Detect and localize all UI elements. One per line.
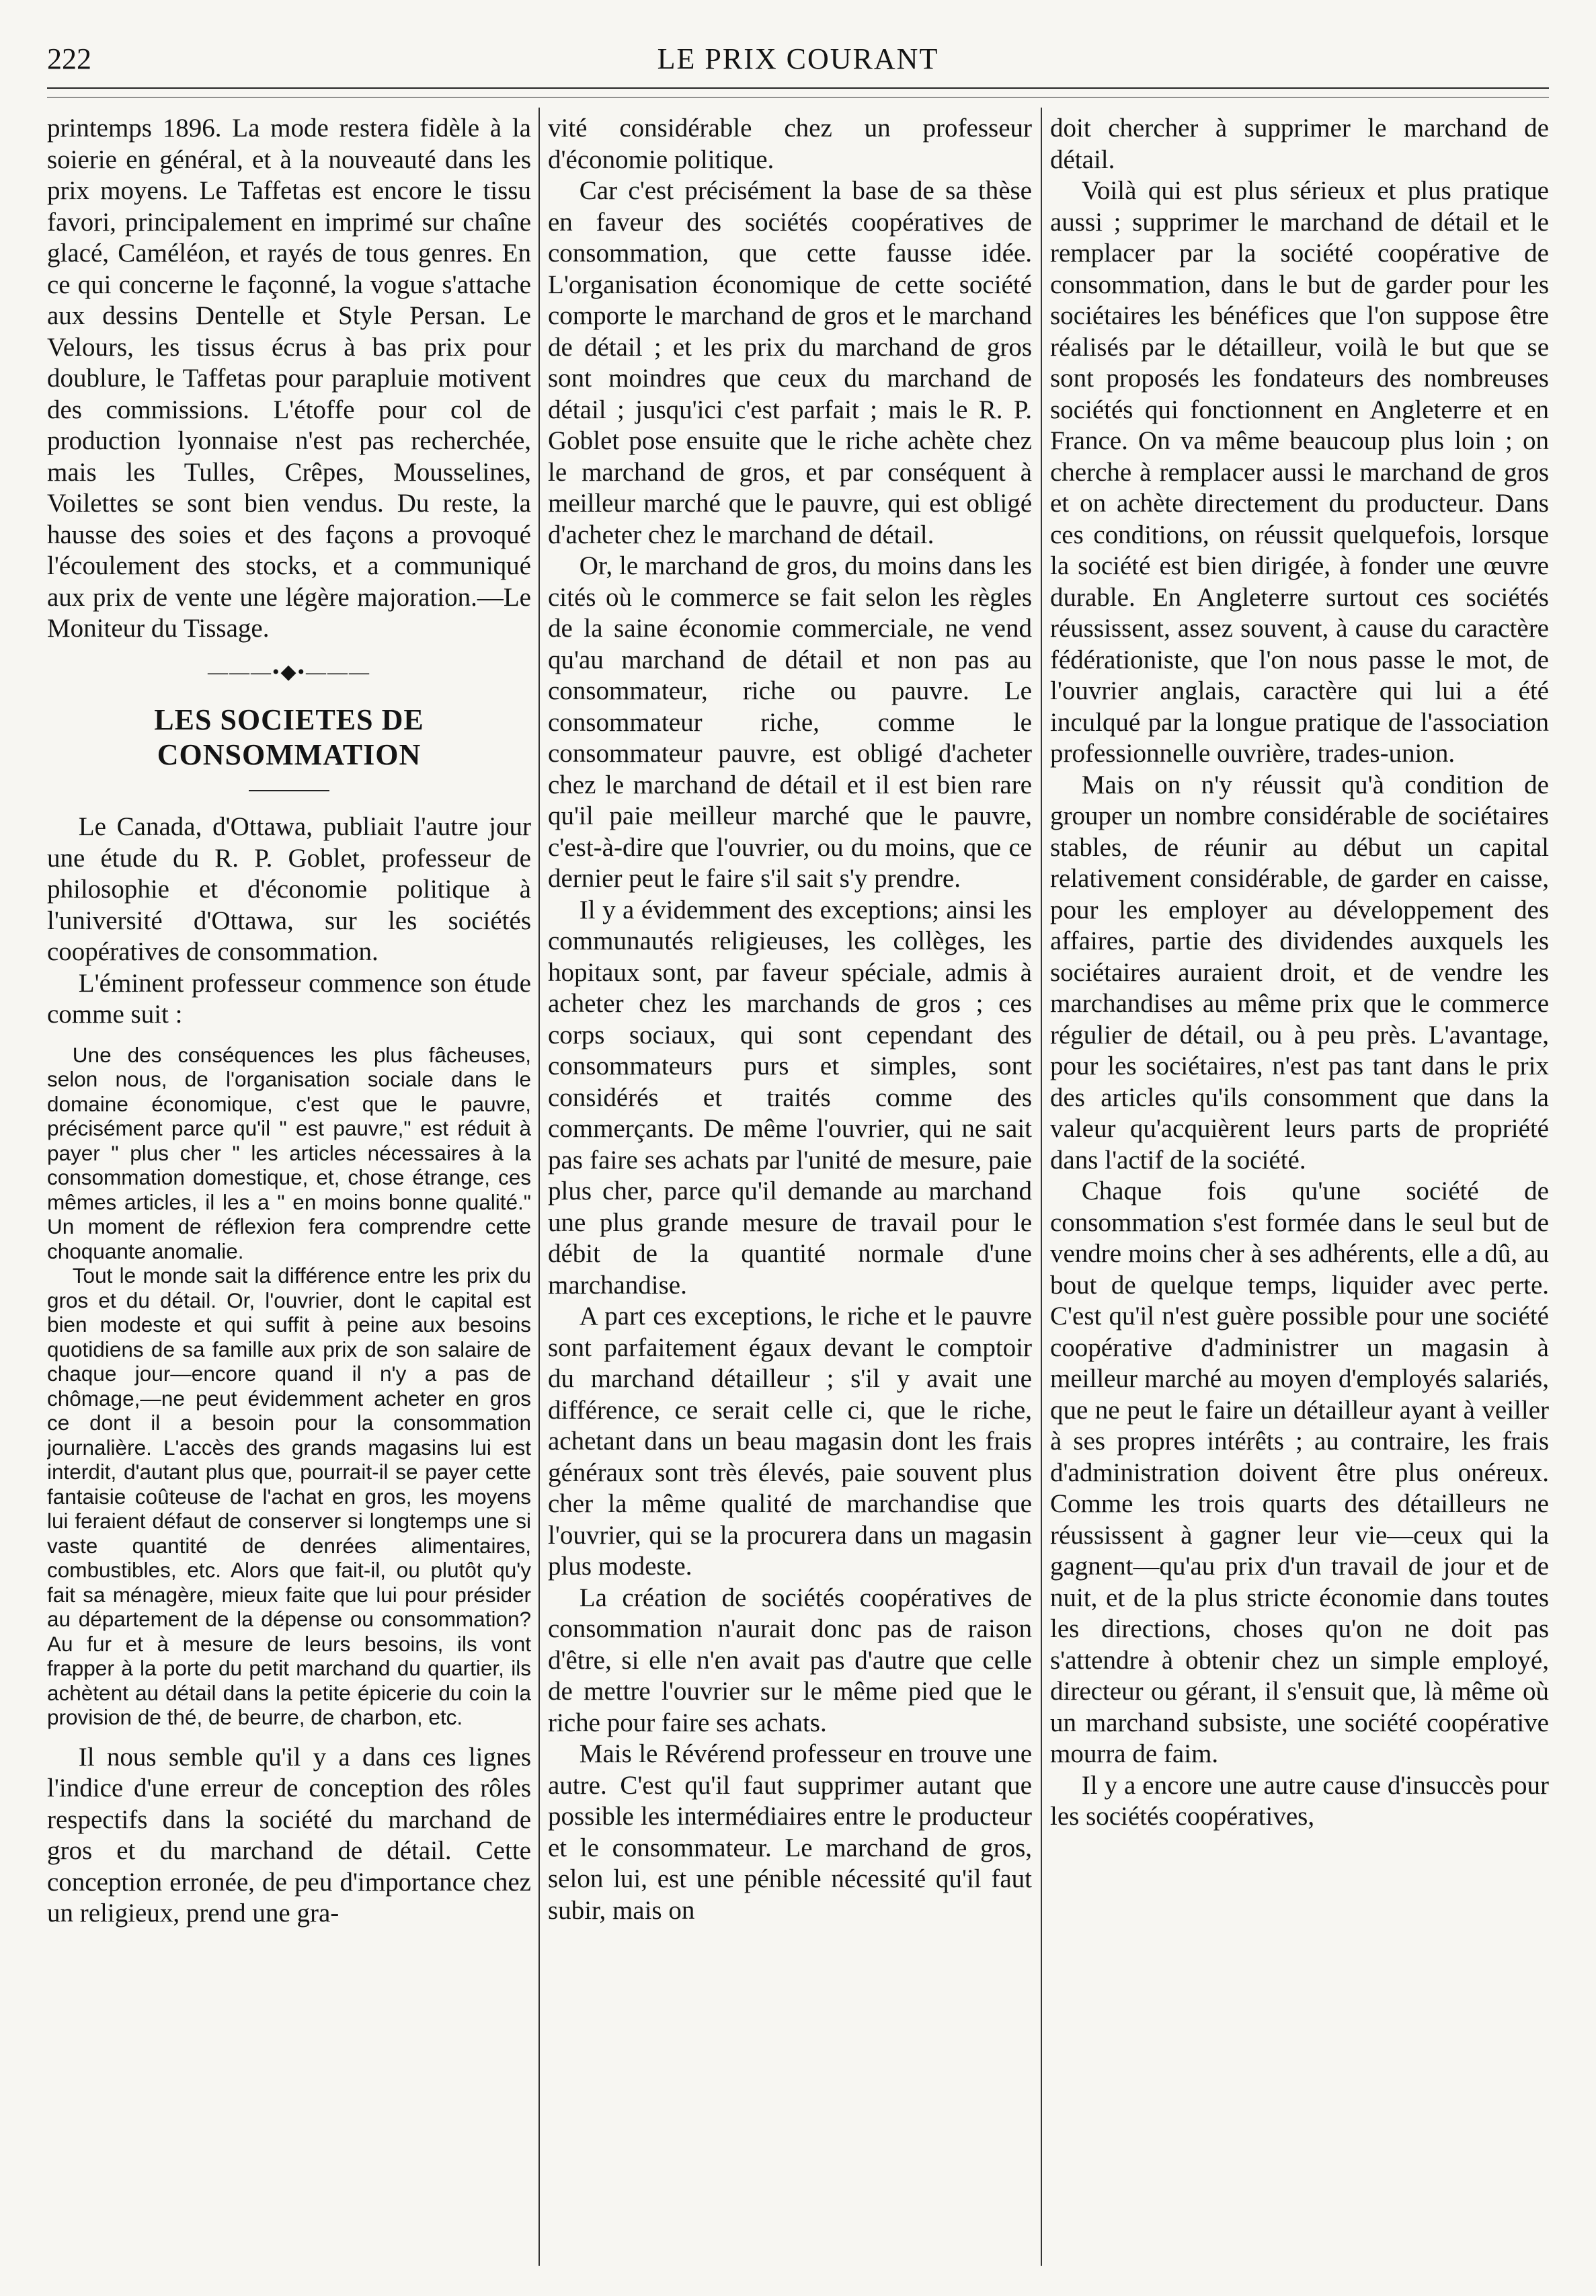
paragraph: L'éminent professeur commence son étude comme suit : bbox=[47, 968, 531, 1029]
block-quote bbox=[47, 1043, 531, 1730]
paragraph: La création de sociétés coopératives de consommation n'aurait donc pas de raison d'être, si elle n'en avait pas d'autre que celle de mettre l'ouvrier sur le même pied que le riche pour faire ses achats. bbox=[548, 1583, 1032, 1737]
paragraph: Mais le Révérend professeur en trouve une autre. C'est qu'il faut supprimer autant que possible les intermédiaires entre le producteur et le consommateur. Le marchand de gros, selon lui, est une pénible nécessité qu'il faut subir, mais on bbox=[548, 1739, 1032, 1925]
paragraph: vité considérable chez un professeur d'économie politique. bbox=[548, 114, 1032, 174]
paragraph: doit chercher à supprimer le marchand de détail. bbox=[1050, 114, 1549, 174]
paragraph: Mais on n'y réussit qu'à condition de grouper un nombre considérable de sociétaires stables, de réunir au début un capital relativement considérable, de garder en caisse, pour les employer au développement des affaires, partie des dividendes auxquels les sociétaires auraient droit, et de vendre les marchandises au même prix que le commerce régulier de détail, ou à peu près. L'avantage, pour les sociétaires, n'est pas tant dans le prix des articles qu'ils consomment que dans la valeur qu'acquièrent leurs parts de propriété dans l'actif de la société. bbox=[1050, 770, 1549, 1175]
paragraph: printemps 1896. La mode restera fidèle à la soierie en général, et à la nouveauté dans les prix moyens. Le Taffetas est encore le tissu favori, principalement en imprimé sur chaîne glacé, Caméléon, et rayés de tous genres. En ce qui concerne le façonné, la vogue s'attache aux dessins Dentelle et Style Persan. Le Velours, les tissus écrus à bas prix pour doublure, le Taffetas pour parapluie motivent des commissions. L'étoffe pour col de production lyonnaise n'est pas recherchée, mais les Tulles, Crêpes, Mousselines, Voilettes se sont bien vendus. Du reste, la hausse des soies et des façons a provoqué l'écoulement des stocks, et a communiqué aux prix de vente une légère majoration.—Le Moniteur du Tissage. bbox=[47, 114, 531, 643]
page-number: 222 bbox=[47, 42, 91, 75]
running-title: LE PRIX COURANT bbox=[657, 42, 939, 75]
paragraph: Chaque fois qu'une société de consommation s'est formée dans le seul but de vendre moins cher à ses adhérents, elle a dû, au bout de quelque temps, liquider avec perte. C'est qu'il n'est guère possible pour une société coopérative d'administrer un magasin à meilleur marché au moyen d'employés salariés, que ne peut le faire un détailleur ayant à veiller à ses propres intérêts ; au contraire, les frais d'administration doivent être plus onéreux. Comme les trois quarts des détailleurs ne réussissent à gagner leur vie—ceux qui la gagnent—qu'au prix d'un travail de jour et de nuit, et de la plus stricte économie dans toutes les directions, choses qu'on ne doit pas s'attendre à obtenir chez un simple employé, directeur ou gérant, il s'ensuit que, là même où un marchand subsiste, une société coopérative mourra de faim. bbox=[1050, 1177, 1549, 1768]
paragraph: Il y a évidemment des exceptions; ainsi les communautés religieuses, les collèges, les hopitaux sont, par faveur spéciale, admis à acheter chez les marchands de gros ; ces corps sociaux, qui sont cependant des consommateurs purs et simples, sont considérés et traités comme des commerçants. De même l'ouvrier, qui ne sait pas faire ses achats par l'unité de mesure, paie plus cher, parce qu'il demande au marchand une plus grande mesure de travail pour le débit de la quantité normale d'une marchandise. bbox=[548, 895, 1032, 1300]
paragraph: Car c'est précisément la base de sa thèse en faveur des sociétés coopératives de consommation, que cette fausse idée. L'organisation économique de cette société comporte le marchand de gros et le marchand de détail ; et les prix du marchand de gros sont moindres que ceux du marchand de détail ; jusqu'ici c'est parfait ; mais le R. P. Goblet pose ensuite que le riche achète chez le marchand de gros, et par conséquent à meilleur marché que le pauvre, qui est obligé d'acheter chez le marchand de détail. bbox=[548, 176, 1032, 549]
paragraph: Or, le marchand de gros, du moins dans les cités où le commerce se fait selon les règles de la saine économie commerciale, ne vend qu'au marchand de détail et non pas au consommateur, riche ou pauvre. Le consommateur riche, comme le consommateur pauvre, est obligé d'acheter chez le marchand de détail et il est bien rare qu'il paie meilleur marché que le pauvre, c'est-à-dire que l'ouvrier, ou du moins, que ce dernier peut le faire s'il sait s'y prendre. bbox=[548, 551, 1032, 893]
paragraph: Il nous semble qu'il y a dans ces lignes l'indice d'une erreur de conception des rôles respectifs dans la société du marchand de gros et du marchand de détail. Cette conception erronée, de peu d'importance chez un religieux, prend une gra- bbox=[47, 1742, 531, 1928]
paragraph: Il y a encore une autre cause d'insuccès pour les sociétés coopératives, bbox=[1050, 1770, 1549, 1831]
section-ornament: ———•◆•——— bbox=[207, 660, 371, 683]
quote-paragraph: Une des conséquences les plus fâcheuses, selon nous, de l'organisation sociale dans le domaine économique, c'est que le pauvre, précisément parce qu'il " est pauvre," est réduit à payer " plus cher " les articles nécessaires à la consommation domestique, et, chose étrange, ces mêmes articles, il les a " en moins bonne qualité." Un moment de réflexion fera comprendre cette choquante anomalie. bbox=[47, 1042, 531, 1263]
heading-rule bbox=[249, 790, 329, 791]
header-rule bbox=[47, 87, 1549, 89]
column-3 bbox=[1050, 113, 1549, 2278]
article-heading: LES SOCIETES DE CONSOMMATION bbox=[154, 703, 424, 771]
paragraph: Le Canada, d'Ottawa, publiait l'autre jour une étude du R. P. Goblet, professeur de philosophie et d'économie politique à l'université d'Ottawa, sur les sociétés coopératives de consommation. bbox=[47, 812, 531, 966]
paragraph: Voilà qui est plus sérieux et plus pratique aussi ; supprimer le marchand de détail et le remplacer par la société coopérative de consommation, dans le but de garder pour les sociétaires les bénéfices que l'on suppose être réalisés par le détailleur, voilà le but que se sont proposés les fondateurs des nombreuses sociétés qui fonctionnent en Angleterre et en France. On va même beaucoup plus loin ; on cherche à remplacer aussi le marchand de gros et on achète directement du producteur. Dans ces conditions, on réussit quelquefois, lorsque la société est bien dirigée, à fonder une œuvre durable. En Angleterre surtout ces sociétés réussissent, assez souvent, à cause du caractère fédérationiste, que l'on nous passe le mot, de l'ouvrier anglais, caractère qui lui a été inculqué par la longue pratique de l'association professionnelle ouvrière, trades-union. bbox=[1050, 176, 1549, 768]
column-1 bbox=[47, 113, 531, 2278]
quote-paragraph: Tout le monde sait la différence entre les prix du gros et du détail. Or, l'ouvrier, dont le capital est bien modeste et qui suffit à peine aux besoins quotidiens de sa famille aux prix de son salaire de chaque jour—encore quand il n'y a pas de chômage,—ne peut évidemment acheter en gros ce dont il a besoin pour la consommation journalière. L'accès des grands magasins lui est interdit, d'autant plus que, pourrait-il se payer cette fantaisie coûteuse de l'achat en gros, les moyens lui feraient défaut de conserver si longtemps une si vaste quantité de denrées alimentaires, combustibles, etc. Alors que fait-il, ou plutôt qu'y fait sa ménagère, mieux faite que lui pour présider au département de la dépense ou consommation? Au fur et à mesure de leurs besoins, ils vont frapper à la porte du petit marchand du quartier, ils achètent au détail dans la petite épicerie du coin la provision de thé, de beurre, de charbon, etc. bbox=[47, 1263, 531, 1729]
paragraph: A part ces exceptions, le riche et le pauvre sont parfaitement égaux devant le comptoir du marchand détailleur ; s'il y avait une différence, ce serait celle ci, que le riche, achetant dans un beau magasin dont les frais généraux sont très élevés, paie souvent plus cher la même qualité de marchandise que l'ouvrier, qui se la procurera dans un magasin plus modeste. bbox=[548, 1302, 1032, 1581]
column-divider bbox=[1041, 108, 1042, 2266]
page-header bbox=[47, 42, 1549, 82]
column-2 bbox=[548, 113, 1032, 2278]
column-divider bbox=[538, 108, 540, 2266]
